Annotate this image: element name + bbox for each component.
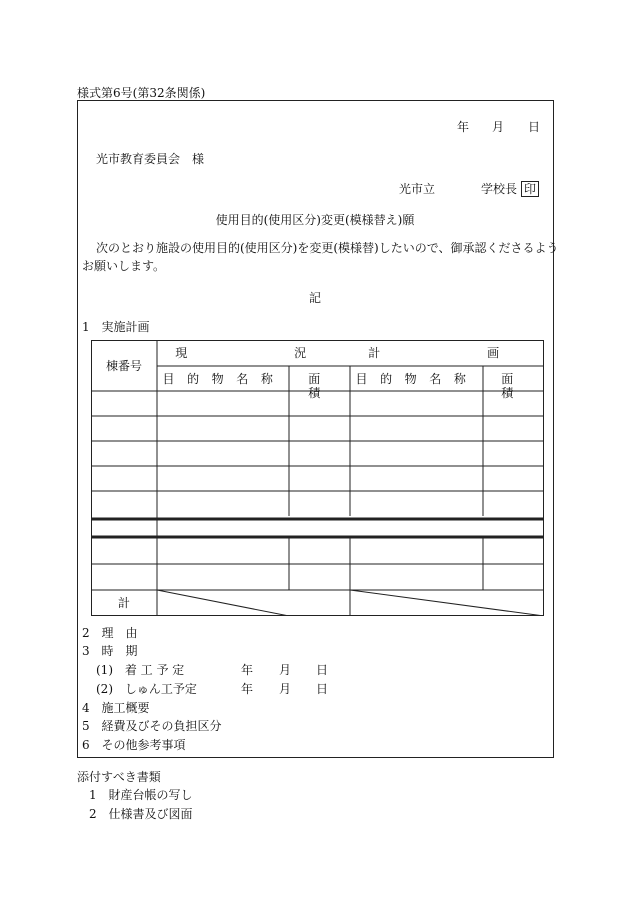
schedule-2 (96, 680, 197, 697)
section-5-label: 経費及びその負担区分 (101, 719, 222, 733)
document-title: 使用目的(使用区分)変更(模様替え)願 (215, 213, 415, 227)
total-label: 計 (117, 596, 130, 610)
principal-label: 学校長 (481, 182, 518, 196)
attachment-1 (89, 786, 192, 803)
date-month: 月 (492, 120, 505, 134)
schedule-1-day: 日 (316, 663, 329, 677)
applicant-city: 光市立 (399, 182, 436, 196)
section-1-label: 実施計画 (101, 320, 150, 334)
section-4-num: 4 (82, 701, 90, 715)
schedule-2-year: 年 (241, 682, 254, 696)
section-2 (82, 624, 137, 641)
section-4-label: 施工概要 (101, 701, 150, 715)
section-6-num: 6 (82, 738, 90, 752)
section-1 (82, 318, 149, 335)
addressee: 光市教育委員会 様 (96, 152, 205, 166)
section-3 (82, 642, 137, 659)
body-line-2: お願いします。 (82, 259, 166, 273)
schedule-1 (96, 661, 184, 678)
col-current: 現 況 (175, 346, 334, 360)
schedule-1-num: (1) (96, 663, 113, 677)
attachments-heading: 添付すべき書類 (77, 770, 161, 784)
attachment-2 (89, 805, 192, 822)
section-2-label: 理 由 (101, 626, 138, 640)
schedule-1-label: 着 工 予 定 (124, 663, 185, 677)
seal-mark: 印 (521, 181, 539, 197)
schedule-2-num: (2) (96, 682, 113, 696)
section-6-label: その他参考事項 (101, 738, 186, 752)
section-4 (82, 699, 149, 716)
section-3-num: 3 (82, 644, 90, 658)
col-current-area: 面 積 (308, 372, 358, 400)
attachment-2-label: 仕様書及び図面 (108, 807, 193, 821)
applicant-principal (481, 180, 539, 197)
schedule-2-day: 日 (316, 682, 329, 696)
form-code: 様式第6号(第32条関係) (77, 86, 206, 100)
section-5 (82, 717, 221, 734)
section-3-label: 時 期 (101, 644, 138, 658)
attachment-2-num: 2 (89, 807, 97, 821)
attachment-1-label: 財産台帳の写し (108, 788, 193, 802)
section-2-num: 2 (82, 626, 90, 640)
section-5-num: 5 (82, 719, 90, 733)
section-1-num: 1 (82, 320, 90, 334)
schedule-1-month: 月 (279, 663, 292, 677)
schedule-2-month: 月 (279, 682, 292, 696)
ki-label: 記 (308, 291, 321, 305)
schedule-2-label: しゅん工予定 (124, 682, 197, 696)
col-current-purpose: 目的物名称 (162, 372, 286, 386)
body-line-1: 次のとおり施設の使用目的(使用区分)を変更(模様替)したいので、御承認くださるよう (96, 241, 559, 255)
col-plan-area: 面 積 (501, 372, 551, 400)
schedule-1-year: 年 (241, 663, 254, 677)
section-6 (82, 736, 185, 753)
date-year: 年 (457, 120, 470, 134)
date-day: 日 (528, 120, 541, 134)
col-building-no: 棟番号 (105, 359, 142, 373)
col-plan-purpose: 目的物名称 (355, 372, 479, 386)
attachment-1-num: 1 (89, 788, 97, 802)
col-plan: 計 画 (368, 346, 527, 360)
